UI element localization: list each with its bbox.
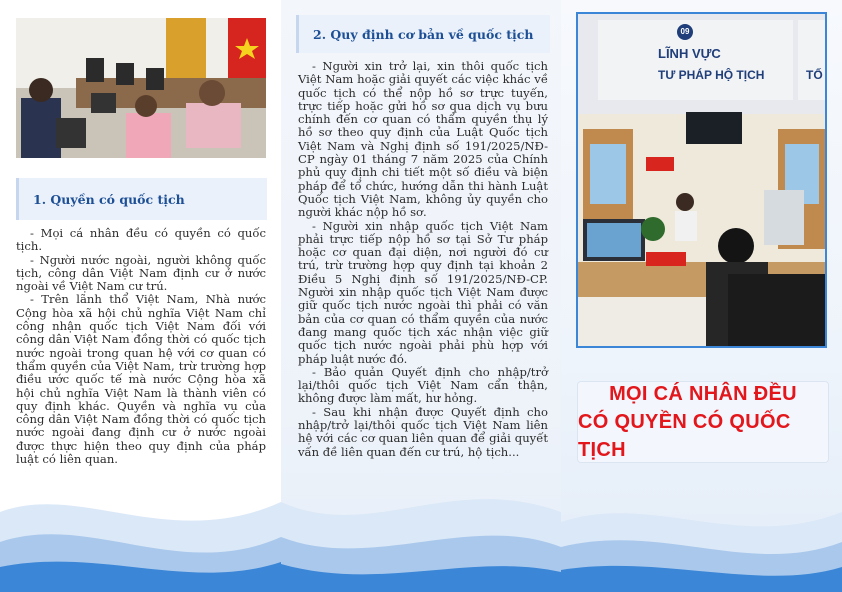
counter-sign-line-1: LĨNH VỰC [658,46,721,61]
section-2-paragraph: - Bảo quản Quyết định cho nhập/trở lại/thôi quốc tịch Việt Nam cẩn thận, không được làm mất, hư hỏng. [298,364,548,406]
wave-decoration [281,442,561,592]
section-1-paragraph: - Trên lãnh thổ Việt Nam, Nhà nước Cộng hòa xã hội chủ nghĩa Việt Nam chỉ công nhận quốc tịch Việt Nam đối với công dân Việt Nam đồng thời có quốc tịch nước ngoài trong quan hệ với cơ quan có thẩm quyền của Việt Nam, trừ trường hợp điều ước quốc tế mà nước Cộng hòa xã hội chủ nghĩa Việt Nam là thành viên có quy định khác. Quyền và nghĩa vụ của công dân Việt Nam đồng thời có quốc tịch nước ngoài đang định cư ở nước ngoài được thực hiện theo quy định của pháp luật có liên quan. [16,292,266,467]
office-staff-photo [16,18,266,158]
cover-title-line-1: MỌI CÁ NHÂN ĐỀU [609,383,797,405]
section-1-body [16,227,266,466]
office-counter-photo [576,12,827,348]
section-1-paragraph: - Mọi cá nhân đều có quyền có quốc tịch. [16,226,266,254]
section-1-heading [16,178,267,220]
section-2-body [298,60,548,459]
cover-title-box [578,382,828,462]
cover-title-line-2: CÓ QUYỀN CÓ QUỐC TỊCH [578,411,791,461]
section-2-heading [296,15,550,53]
section-1-heading-text: 1. Quyền có quốc tịch [33,191,185,207]
section-1-paragraph: - Người nước ngoài, người không quốc tịch, công dân Việt Nam định cư ở nước ngoài về Việt Nam cư trú. [16,252,266,294]
section-2-paragraph: - Người xin trở lại, xin thôi quốc tịch Việt Nam hoặc giải quyết các việc khác về quốc tịch có thể nộp hồ sơ trực tuyến, trực tiếp hoặc gửi hồ sơ qua dịch vụ bưu chính đến cơ quan có thẩm quyền thụ lý hồ sơ theo quy định của Luật Quốc tịch Việt Nam và Nghị định số 191/2025/NĐ-CP ngày 01 tháng 7 năm 2025 của Chính phủ quy định chi tiết một số điều và biện pháp để tổ chức, hướng dẫn thi hành Luật Quốc tịch Việt Nam, không ủy quyền cho người khác nộp hồ sơ. [298,59,548,220]
counter-number-badge: 09 [680,27,690,36]
counter-sign-partial: TỐ [806,68,823,82]
counter-sign-line-2: TƯ PHÁP HỘ TỊCH [658,68,765,82]
section-2-heading-text: 2. Quy định cơ bản về quốc tịch [313,26,534,42]
section-2-paragraph: - Người xin nhập quốc tịch Việt Nam phải trực tiếp nộp hồ sơ tại Sở Tư pháp hoặc cơ quan đại diện, nơi người đó cư trú, trừ trường hợp quy định tại khoản 2 Điều 5 Nghị định số 191/2025/NĐ-CP. Người xin nhập quốc tịch Việt Nam được giữ quốc tịch nước ngoài thì phải có văn bản của cơ quan có thẩm quyền của nước đang mang quốc tịch xác nhận việc giữ quốc tịch nước ngoài phải phù hợp với pháp luật nước đó. [298,218,548,366]
wave-decoration [561,442,842,592]
section-2-paragraph: - Sau khi nhận được Quyết định cho nhập/trở lại/thôi quốc tịch Việt Nam liên hệ với các cơ quan liên quan để giải quyết vấn đề liên quan đến cư trú, hộ tịch... [298,404,548,459]
